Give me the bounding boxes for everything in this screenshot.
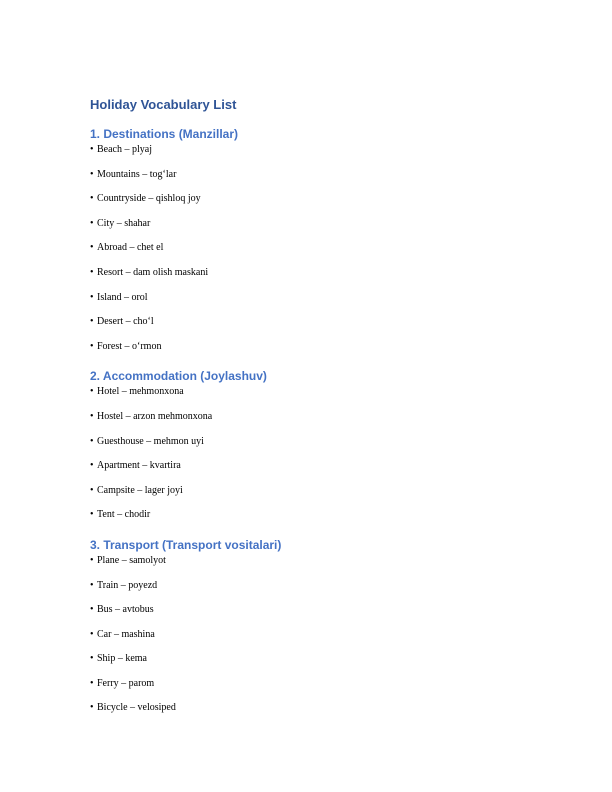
- list-item: [90, 459, 530, 484]
- section-heading: 2. Accommodation (Joylashuv): [90, 369, 267, 384]
- list-item: [90, 701, 530, 726]
- vocabulary-entry: Apartment – kvartira: [97, 460, 181, 472]
- list-item: [90, 554, 530, 579]
- list-item: [90, 652, 530, 677]
- section-destinations: [90, 125, 530, 364]
- bullet-icon: •: [90, 242, 94, 254]
- bullet-icon: •: [90, 193, 94, 205]
- list-item: [90, 579, 530, 604]
- bullet-icon: •: [90, 460, 94, 472]
- section-heading: 3. Transport (Transport vositalari): [90, 537, 282, 552]
- vocabulary-entry: Campsite – lager joyi: [97, 484, 183, 496]
- bullet-icon: •: [90, 435, 94, 447]
- bullet-icon: •: [90, 168, 94, 180]
- vocabulary-entry: Car – mashina: [97, 628, 155, 640]
- bullet-icon: •: [90, 386, 94, 398]
- list-item: [90, 385, 530, 410]
- bullet-icon: •: [90, 217, 94, 229]
- list-item: [90, 291, 530, 316]
- list-item: [90, 340, 530, 365]
- bullet-icon: •: [90, 579, 94, 591]
- vocabulary-entry: Plane – samolyot: [97, 554, 166, 566]
- vocabulary-entry: Ferry – parom: [97, 677, 155, 689]
- vocabulary-entry: Ship – kema: [97, 653, 147, 665]
- vocabulary-list: [90, 143, 530, 364]
- list-item: [90, 217, 530, 242]
- list-item: [90, 143, 530, 168]
- list-item: [90, 241, 530, 266]
- vocabulary-entry: Abroad – chet el: [97, 242, 164, 254]
- vocabulary-entry: Bus – avtobus: [97, 604, 154, 616]
- section-heading: 1. Destinations (Manzillar): [90, 127, 239, 141]
- vocabulary-list: [90, 385, 530, 533]
- bullet-icon: •: [90, 702, 94, 714]
- bullet-icon: •: [90, 484, 94, 496]
- bullet-icon: •: [90, 266, 94, 278]
- list-item: [90, 603, 530, 628]
- document-title: Holiday Vocabulary List: [90, 97, 237, 112]
- list-item: [90, 508, 530, 533]
- list-item: [90, 266, 530, 291]
- vocabulary-entry: Guesthouse – mehmon uyi: [97, 435, 204, 447]
- bullet-icon: •: [90, 677, 94, 689]
- vocabulary-entry: Countryside – qishloq joy: [97, 193, 201, 205]
- section-accommodation: [90, 367, 530, 533]
- vocabulary-entry: Mountains – tog‘lar: [97, 168, 177, 180]
- vocabulary-entry: Hostel – arzon mehmonxona: [97, 410, 213, 422]
- list-item: [90, 484, 530, 509]
- bullet-icon: •: [90, 291, 94, 303]
- vocabulary-entry: Beach – plyaj: [97, 144, 152, 155]
- list-item: [90, 435, 530, 460]
- bullet-icon: •: [90, 316, 94, 328]
- bullet-icon: •: [90, 628, 94, 640]
- list-item: [90, 628, 530, 653]
- vocabulary-entry: Tent – chodir: [97, 509, 151, 521]
- list-item: [90, 168, 530, 193]
- document-page: [90, 94, 530, 726]
- vocabulary-entry: City – shahar: [97, 217, 151, 229]
- vocabulary-entry: Bicycle – velosiped: [97, 702, 176, 714]
- bullet-icon: •: [90, 144, 94, 155]
- vocabulary-entry: Hotel – mehmonxona: [97, 386, 184, 398]
- list-item: [90, 315, 530, 340]
- vocabulary-entry: Forest – o‘rmon: [97, 340, 162, 352]
- list-item: [90, 410, 530, 435]
- vocabulary-entry: Resort – dam olish maskani: [97, 266, 209, 278]
- vocabulary-entry: Island – orol: [97, 291, 148, 303]
- bullet-icon: •: [90, 653, 94, 665]
- list-item: [90, 677, 530, 702]
- bullet-icon: •: [90, 604, 94, 616]
- list-item: [90, 192, 530, 217]
- bullet-icon: •: [90, 340, 94, 352]
- section-transport: [90, 536, 530, 726]
- vocabulary-entry: Desert – cho‘l: [97, 316, 154, 328]
- bullet-icon: •: [90, 554, 94, 566]
- vocabulary-entry: Train – poyezd: [97, 579, 158, 591]
- bullet-icon: •: [90, 509, 94, 521]
- vocabulary-list: [90, 554, 530, 726]
- bullet-icon: •: [90, 410, 94, 422]
